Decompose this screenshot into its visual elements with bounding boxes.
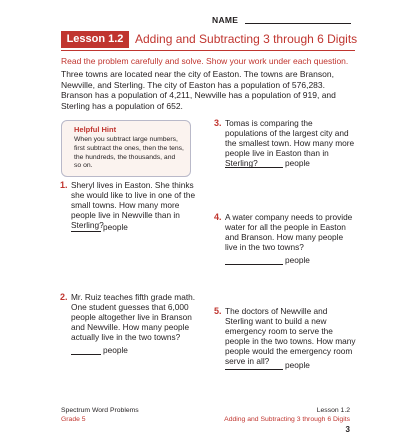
question-4 [214,212,357,252]
question-2 [60,292,196,342]
page-number: 3 [345,425,350,434]
grade-label: Grade 5 [61,415,86,423]
question-number: 3. [214,118,222,128]
question-number: 5. [214,306,222,316]
question-text: Sheryl lives in Easton. She thinks she would like to live in one of the small towns. How many more people live in Newville than in Sterling? [71,180,196,230]
lesson-number: Lesson 1.2 [61,31,129,48]
answer-unit: people [285,255,310,265]
question-text: The doctors of Newville and Sterling want to build a new emergency room to serve the people in the two towns. How many people would the emergency room serve in all? [225,306,356,366]
footer-lesson: Lesson 1.2 [316,407,350,414]
answer-4 [225,255,310,265]
question-number: 1. [60,180,68,190]
book-title: Spectrum Word Problems [61,407,139,414]
header-divider [61,50,355,51]
name-label: NAME [212,15,239,25]
question-number: 2. [60,292,68,302]
answer-blank[interactable] [225,361,283,370]
answer-blank[interactable] [71,223,101,232]
answer-2 [71,345,128,355]
question-5 [214,306,357,366]
answer-1 [71,222,128,232]
footer-lesson-title: Adding and Subtracting 3 through 6 Digits [224,415,350,423]
helpful-hint-box [61,120,191,177]
hint-text: When you subtract large numbers, first subtract the ones, then the tens, the hundreds, the thousands, and so on. [74,136,184,170]
footer-left [61,407,139,424]
intro-paragraph: Three towns are located near the city of Easton. The towns are Branson, Newville, and Sterling. The city of Easton has a population of 576,283. Branson has a population of 4,211, Newville has a population of 919, and Sterling has a population of 652. [61,69,336,111]
question-text: Mr. Ruiz teaches fifth grade math. One student guesses that 6,000 people altogether live in Branson and Newville. How many people actually live in the two towns? [71,292,196,342]
answer-blank[interactable] [225,256,283,265]
question-number: 4. [214,212,222,222]
footer-right [224,407,350,424]
instructions: Read the problem carefully and solve. Show your work under each question. [61,56,349,66]
answer-unit: people [103,345,128,355]
answer-5 [225,360,310,370]
question-text: Tomas is comparing the populations of the largest city and the smallest town. How many more people live in Easton than in Sterling? [225,118,355,168]
answer-blank[interactable] [71,346,101,355]
lesson-header [61,31,358,48]
question-text: A water company needs to provide water for all the people in Easton and Branson. How many people live in the two towns? [225,212,353,252]
hint-title: Helpful Hint [74,125,117,134]
answer-blank[interactable] [225,159,283,168]
name-field[interactable] [245,23,351,24]
answer-3 [225,158,310,168]
answer-unit: people [285,158,310,168]
answer-unit: people [103,222,128,232]
answer-unit: people [285,360,310,370]
lesson-title: Adding and Subtracting 3 through 6 Digits [135,32,358,46]
